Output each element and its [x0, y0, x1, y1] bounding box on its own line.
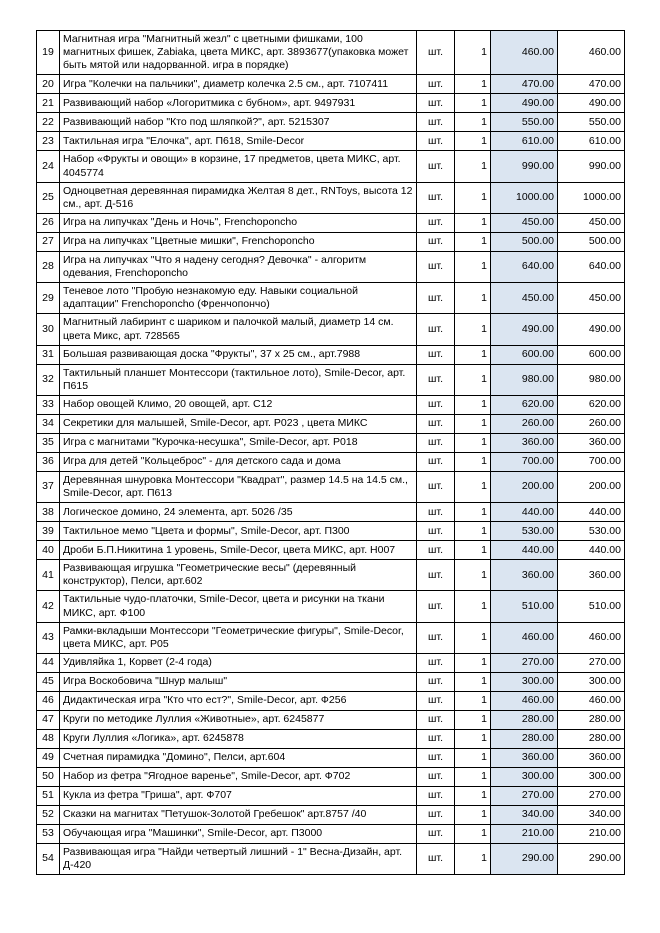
total-cell: 620.00: [558, 395, 625, 414]
quantity-cell: 1: [455, 345, 491, 364]
table-row: [37, 113, 625, 132]
row-number-cell: 19: [37, 31, 60, 75]
table-row: [37, 75, 625, 94]
table-row: [37, 433, 625, 452]
quantity-cell: 1: [455, 132, 491, 151]
unit-cell: шт.: [417, 471, 455, 502]
unit-cell: шт.: [417, 283, 455, 314]
table-row: [37, 151, 625, 182]
total-cell: 610.00: [558, 132, 625, 151]
row-number-cell: 38: [37, 503, 60, 522]
table-row: [37, 503, 625, 522]
row-number-cell: 42: [37, 591, 60, 622]
total-cell: 360.00: [558, 433, 625, 452]
quantity-cell: 1: [455, 843, 491, 874]
quantity-cell: 1: [455, 767, 491, 786]
quantity-cell: 1: [455, 213, 491, 232]
item-description-cell: Логическое домино, 24 элемента, арт. 5026 /35: [60, 503, 417, 522]
total-cell: 200.00: [558, 471, 625, 502]
total-cell: 450.00: [558, 283, 625, 314]
unit-cell: шт.: [417, 113, 455, 132]
unit-cell: шт.: [417, 433, 455, 452]
table-row: [37, 213, 625, 232]
quantity-cell: 1: [455, 471, 491, 502]
table-row: [37, 31, 625, 75]
quantity-cell: 1: [455, 232, 491, 251]
total-cell: 470.00: [558, 75, 625, 94]
row-number-cell: 29: [37, 283, 60, 314]
item-description-cell: Развивающий набор "Кто под шляпкой?", арт. 5215307: [60, 113, 417, 132]
item-description-cell: Магнитный лабиринт с шариком и палочкой малый, диаметр 14 см. цвета Микс, арт. 728565: [60, 314, 417, 345]
quantity-cell: 1: [455, 414, 491, 433]
item-description-cell: Развивающий набор «Логоритмика с бубном», арт. 9497931: [60, 94, 417, 113]
unit-cell: шт.: [417, 182, 455, 213]
quantity-cell: 1: [455, 672, 491, 691]
unit-cell: шт.: [417, 591, 455, 622]
unit-cell: шт.: [417, 31, 455, 75]
row-number-cell: 51: [37, 786, 60, 805]
table-row: [37, 805, 625, 824]
total-cell: 270.00: [558, 653, 625, 672]
price-cell: 490.00: [491, 94, 558, 113]
price-cell: 360.00: [491, 560, 558, 591]
quantity-cell: 1: [455, 314, 491, 345]
item-description-cell: Развивающая игра "Найди четвертый лишний - 1" Весна-Дизайн, арт. Д-420: [60, 843, 417, 874]
row-number-cell: 50: [37, 767, 60, 786]
table-row: [37, 182, 625, 213]
price-cell: 460.00: [491, 31, 558, 75]
row-number-cell: 35: [37, 433, 60, 452]
item-description-cell: Большая развивающая доска "Фрукты", 37 х 25 см., арт.7988: [60, 345, 417, 364]
unit-cell: шт.: [417, 232, 455, 251]
table-row: [37, 653, 625, 672]
items-table-body: [37, 31, 625, 875]
price-cell: 990.00: [491, 151, 558, 182]
row-number-cell: 53: [37, 824, 60, 843]
item-description-cell: Рамки-вкладыши Монтессори "Геометрические фигуры", Smile-Decor, цвета МИКС, арт. Р05: [60, 622, 417, 653]
item-description-cell: Тактильный планшет Монтессори (тактильное лото), Smile-Decor, арт. П615: [60, 364, 417, 395]
price-cell: 470.00: [491, 75, 558, 94]
row-number-cell: 27: [37, 232, 60, 251]
table-row: [37, 314, 625, 345]
quantity-cell: 1: [455, 541, 491, 560]
table-row: [37, 94, 625, 113]
total-cell: 600.00: [558, 345, 625, 364]
total-cell: 460.00: [558, 691, 625, 710]
item-description-cell: Дроби Б.П.Никитина 1 уровень, Smile-Decor, цвета МИКС, арт. Н007: [60, 541, 417, 560]
price-cell: 510.00: [491, 591, 558, 622]
table-row: [37, 471, 625, 502]
unit-cell: шт.: [417, 786, 455, 805]
item-description-cell: Игра Воскобовича "Шнур малыш": [60, 672, 417, 691]
quantity-cell: 1: [455, 433, 491, 452]
item-description-cell: Набор овощей Климо, 20 овощей, арт. С12: [60, 395, 417, 414]
table-row: [37, 452, 625, 471]
price-cell: 260.00: [491, 414, 558, 433]
quantity-cell: 1: [455, 710, 491, 729]
price-cell: 500.00: [491, 232, 558, 251]
price-cell: 270.00: [491, 653, 558, 672]
item-description-cell: Круги Луллия «Логика», арт. 6245878: [60, 729, 417, 748]
unit-cell: шт.: [417, 767, 455, 786]
item-description-cell: Игра на липучках "Что я надену сегодня? Девочка" - алгоритм одевания, Frenchoponcho: [60, 251, 417, 282]
total-cell: 500.00: [558, 232, 625, 251]
table-row: [37, 251, 625, 282]
quantity-cell: 1: [455, 251, 491, 282]
table-row: [37, 560, 625, 591]
total-cell: 280.00: [558, 729, 625, 748]
table-row: [37, 591, 625, 622]
table-row: [37, 395, 625, 414]
row-number-cell: 46: [37, 691, 60, 710]
row-number-cell: 22: [37, 113, 60, 132]
unit-cell: шт.: [417, 748, 455, 767]
item-description-cell: Игра на липучках "День и Ночь", Frenchoponcho: [60, 213, 417, 232]
unit-cell: шт.: [417, 691, 455, 710]
price-cell: 210.00: [491, 824, 558, 843]
quantity-cell: 1: [455, 653, 491, 672]
total-cell: 440.00: [558, 503, 625, 522]
item-description-cell: Игра "Колечки на пальчики", диаметр колечка 2.5 см., арт. 7107411: [60, 75, 417, 94]
row-number-cell: 34: [37, 414, 60, 433]
table-row: [37, 522, 625, 541]
unit-cell: шт.: [417, 560, 455, 591]
unit-cell: шт.: [417, 395, 455, 414]
quantity-cell: 1: [455, 729, 491, 748]
price-cell: 300.00: [491, 672, 558, 691]
unit-cell: шт.: [417, 151, 455, 182]
price-cell: 460.00: [491, 622, 558, 653]
total-cell: 980.00: [558, 364, 625, 395]
price-cell: 610.00: [491, 132, 558, 151]
table-row: [37, 710, 625, 729]
row-number-cell: 28: [37, 251, 60, 282]
unit-cell: шт.: [417, 729, 455, 748]
table-row: [37, 786, 625, 805]
row-number-cell: 32: [37, 364, 60, 395]
row-number-cell: 41: [37, 560, 60, 591]
row-number-cell: 24: [37, 151, 60, 182]
price-cell: 450.00: [491, 213, 558, 232]
row-number-cell: 45: [37, 672, 60, 691]
item-description-cell: Тактильные чудо-платочки, Smile-Decor, цвета и рисунки на ткани МИКС, арт. Ф100: [60, 591, 417, 622]
unit-cell: шт.: [417, 345, 455, 364]
row-number-cell: 30: [37, 314, 60, 345]
total-cell: 490.00: [558, 94, 625, 113]
price-cell: 280.00: [491, 729, 558, 748]
quantity-cell: 1: [455, 364, 491, 395]
total-cell: 640.00: [558, 251, 625, 282]
item-description-cell: Одноцветная деревянная пирамидка Желтая 8 дет., RNToys, высота 12 см., арт. Д-516: [60, 182, 417, 213]
total-cell: 300.00: [558, 672, 625, 691]
price-cell: 440.00: [491, 503, 558, 522]
total-cell: 700.00: [558, 452, 625, 471]
quantity-cell: 1: [455, 113, 491, 132]
row-number-cell: 49: [37, 748, 60, 767]
item-description-cell: Развивающая игрушка "Геометрические весы" (деревянный конструктор), Пелси, арт.602: [60, 560, 417, 591]
price-cell: 460.00: [491, 691, 558, 710]
price-cell: 980.00: [491, 364, 558, 395]
item-description-cell: Удивляйка 1, Корвет (2-4 года): [60, 653, 417, 672]
total-cell: 550.00: [558, 113, 625, 132]
quantity-cell: 1: [455, 824, 491, 843]
unit-cell: шт.: [417, 672, 455, 691]
unit-cell: шт.: [417, 132, 455, 151]
quantity-cell: 1: [455, 591, 491, 622]
table-row: [37, 414, 625, 433]
total-cell: 460.00: [558, 31, 625, 75]
item-description-cell: Кукла из фетра "Гриша", арт. Ф707: [60, 786, 417, 805]
quantity-cell: 1: [455, 691, 491, 710]
total-cell: 280.00: [558, 710, 625, 729]
total-cell: 530.00: [558, 522, 625, 541]
table-row: [37, 364, 625, 395]
item-description-cell: Дидактическая игра "Кто что ест?", Smile-Decor, арт. Ф256: [60, 691, 417, 710]
unit-cell: шт.: [417, 653, 455, 672]
price-cell: 490.00: [491, 314, 558, 345]
item-description-cell: Тактильная игра "Елочка", арт. П618, Smile-Decor: [60, 132, 417, 151]
item-description-cell: Обучающая игра "Машинки", Smile-Decor, арт. П3000: [60, 824, 417, 843]
total-cell: 290.00: [558, 843, 625, 874]
quantity-cell: 1: [455, 283, 491, 314]
row-number-cell: 48: [37, 729, 60, 748]
item-description-cell: Секретики для малышей, Smile-Decor, арт. Р023 , цвета МИКС: [60, 414, 417, 433]
row-number-cell: 44: [37, 653, 60, 672]
quantity-cell: 1: [455, 622, 491, 653]
row-number-cell: 26: [37, 213, 60, 232]
item-description-cell: Набор из фетра "Ягодное варенье", Smile-Decor, арт. Ф702: [60, 767, 417, 786]
price-cell: 440.00: [491, 541, 558, 560]
total-cell: 450.00: [558, 213, 625, 232]
items-table: [36, 30, 625, 875]
price-cell: 360.00: [491, 433, 558, 452]
row-number-cell: 20: [37, 75, 60, 94]
unit-cell: шт.: [417, 622, 455, 653]
unit-cell: шт.: [417, 364, 455, 395]
unit-cell: шт.: [417, 805, 455, 824]
quantity-cell: 1: [455, 151, 491, 182]
unit-cell: шт.: [417, 541, 455, 560]
quantity-cell: 1: [455, 94, 491, 113]
unit-cell: шт.: [417, 843, 455, 874]
total-cell: 510.00: [558, 591, 625, 622]
price-cell: 1000.00: [491, 182, 558, 213]
unit-cell: шт.: [417, 75, 455, 94]
total-cell: 260.00: [558, 414, 625, 433]
price-cell: 600.00: [491, 345, 558, 364]
item-description-cell: Магнитная игра "Магнитный жезл" с цветными фишками, 100 магнитных фишек, Zabiaka, цвета МИКС, арт. 3893677(упаковка может быть мятой или надорванной. игра в порядке): [60, 31, 417, 75]
total-cell: 270.00: [558, 786, 625, 805]
table-row: [37, 283, 625, 314]
item-description-cell: Деревянная шнуровка Монтессори "Квадрат", размер 14.5 на 14.5 см., Smile-Decor, арт. П613: [60, 471, 417, 502]
unit-cell: шт.: [417, 251, 455, 282]
unit-cell: шт.: [417, 314, 455, 345]
row-number-cell: 36: [37, 452, 60, 471]
row-number-cell: 47: [37, 710, 60, 729]
price-cell: 550.00: [491, 113, 558, 132]
item-description-cell: Тактильное мемо "Цвета и формы", Smile-Decor, арт. П300: [60, 522, 417, 541]
table-row: [37, 748, 625, 767]
total-cell: 440.00: [558, 541, 625, 560]
price-cell: 640.00: [491, 251, 558, 282]
table-row: [37, 824, 625, 843]
unit-cell: шт.: [417, 213, 455, 232]
price-cell: 200.00: [491, 471, 558, 502]
item-description-cell: Сказки на магнитах "Петушок-Золотой Гребешок" арт.8757 /40: [60, 805, 417, 824]
total-cell: 210.00: [558, 824, 625, 843]
total-cell: 990.00: [558, 151, 625, 182]
price-cell: 530.00: [491, 522, 558, 541]
table-row: [37, 132, 625, 151]
row-number-cell: 43: [37, 622, 60, 653]
row-number-cell: 25: [37, 182, 60, 213]
price-cell: 270.00: [491, 786, 558, 805]
unit-cell: шт.: [417, 824, 455, 843]
table-row: [37, 541, 625, 560]
price-cell: 280.00: [491, 710, 558, 729]
quantity-cell: 1: [455, 503, 491, 522]
total-cell: 340.00: [558, 805, 625, 824]
table-row: [37, 729, 625, 748]
unit-cell: шт.: [417, 710, 455, 729]
quantity-cell: 1: [455, 75, 491, 94]
price-cell: 290.00: [491, 843, 558, 874]
total-cell: 360.00: [558, 560, 625, 591]
row-number-cell: 31: [37, 345, 60, 364]
table-row: [37, 843, 625, 874]
total-cell: 490.00: [558, 314, 625, 345]
row-number-cell: 21: [37, 94, 60, 113]
unit-cell: шт.: [417, 414, 455, 433]
row-number-cell: 37: [37, 471, 60, 502]
row-number-cell: 54: [37, 843, 60, 874]
row-number-cell: 23: [37, 132, 60, 151]
total-cell: 300.00: [558, 767, 625, 786]
row-number-cell: 52: [37, 805, 60, 824]
item-description-cell: Счетная пирамидка "Домино", Пелси, арт.604: [60, 748, 417, 767]
table-row: [37, 767, 625, 786]
price-cell: 360.00: [491, 748, 558, 767]
table-row: [37, 672, 625, 691]
total-cell: 460.00: [558, 622, 625, 653]
price-cell: 300.00: [491, 767, 558, 786]
item-description-cell: Теневое лото "Пробую незнакомую еду. Навыки социальной адаптации" Frenchoponcho (Френчопончо): [60, 283, 417, 314]
total-cell: 1000.00: [558, 182, 625, 213]
total-cell: 360.00: [558, 748, 625, 767]
table-row: [37, 622, 625, 653]
item-description-cell: Набор «Фрукты и овощи» в корзине, 17 предметов, цвета МИКС, арт. 4045774: [60, 151, 417, 182]
quantity-cell: 1: [455, 452, 491, 471]
price-cell: 450.00: [491, 283, 558, 314]
quantity-cell: 1: [455, 182, 491, 213]
item-description-cell: Круги по методике Луллия «Животные», арт. 6245877: [60, 710, 417, 729]
row-number-cell: 33: [37, 395, 60, 414]
table-row: [37, 345, 625, 364]
quantity-cell: 1: [455, 805, 491, 824]
unit-cell: шт.: [417, 503, 455, 522]
price-cell: 700.00: [491, 452, 558, 471]
unit-cell: шт.: [417, 452, 455, 471]
price-cell: 340.00: [491, 805, 558, 824]
price-cell: 620.00: [491, 395, 558, 414]
table-row: [37, 232, 625, 251]
row-number-cell: 40: [37, 541, 60, 560]
quantity-cell: 1: [455, 522, 491, 541]
quantity-cell: 1: [455, 748, 491, 767]
quantity-cell: 1: [455, 560, 491, 591]
item-description-cell: Игра на липучках "Цветные мишки", Frenchoponcho: [60, 232, 417, 251]
item-description-cell: Игра для детей "Кольцеброс" - для детского сада и дома: [60, 452, 417, 471]
unit-cell: шт.: [417, 94, 455, 113]
row-number-cell: 39: [37, 522, 60, 541]
quantity-cell: 1: [455, 31, 491, 75]
item-description-cell: Игра с магнитами "Курочка-несушка", Smile-Decor, арт. Р018: [60, 433, 417, 452]
table-row: [37, 691, 625, 710]
quantity-cell: 1: [455, 786, 491, 805]
unit-cell: шт.: [417, 522, 455, 541]
quantity-cell: 1: [455, 395, 491, 414]
